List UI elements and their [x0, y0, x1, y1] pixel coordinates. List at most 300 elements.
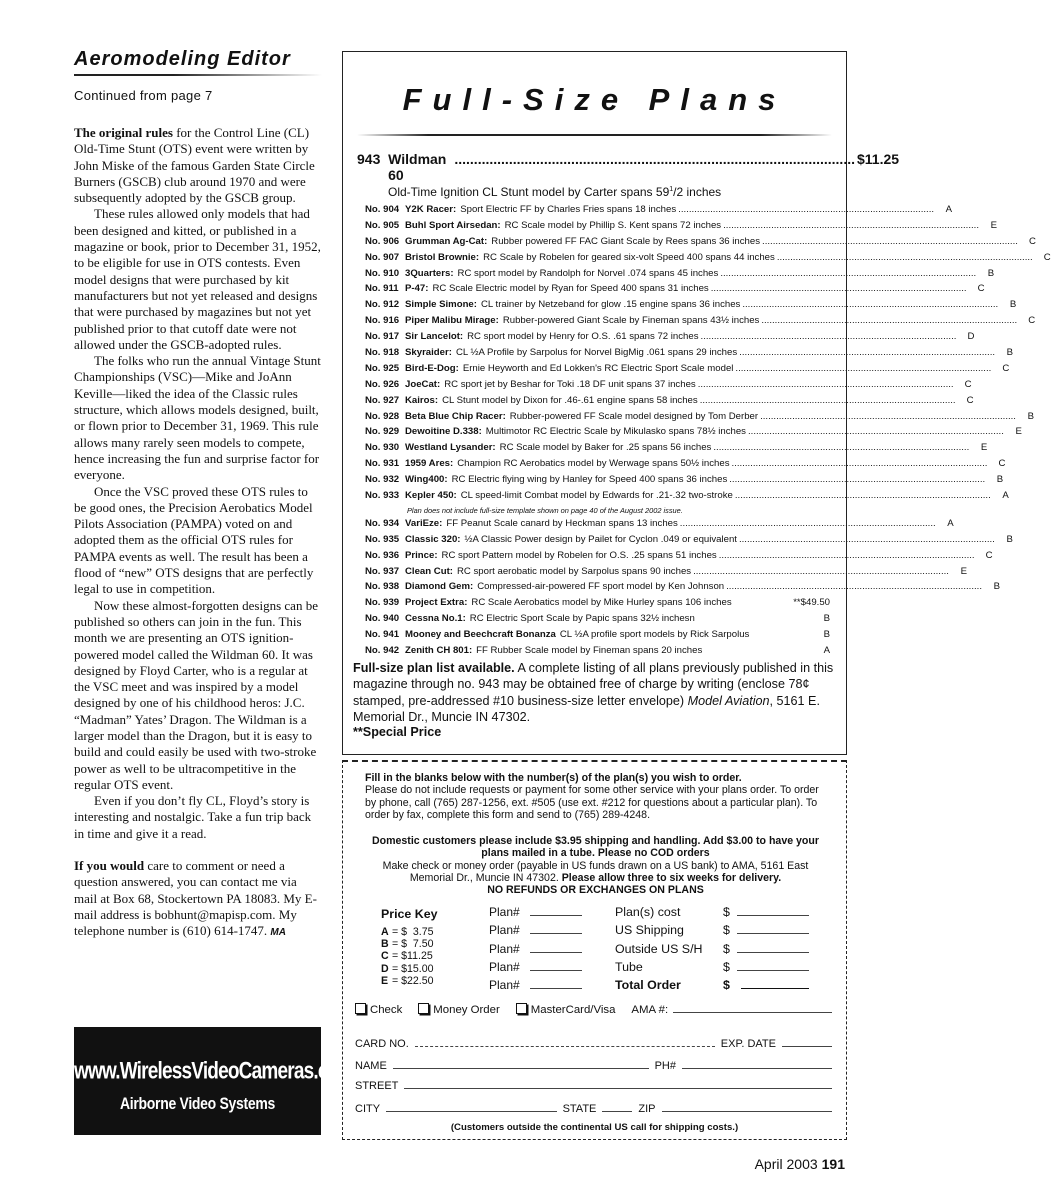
plan-name: Classic 320:	[405, 533, 461, 545]
title-rule	[357, 134, 832, 136]
price-code: E	[1015, 426, 1022, 438]
card-row	[355, 1038, 832, 1050]
price-key	[381, 907, 437, 987]
plan-row	[365, 283, 985, 299]
leader-dots: ................................................................................................	[734, 490, 991, 502]
plan-number-row	[489, 923, 582, 941]
plan-row	[365, 426, 1022, 442]
leader-dots: ................................................................................................	[738, 533, 995, 545]
plan-number: No. 917	[365, 331, 400, 343]
card-checkbox[interactable]	[516, 1003, 527, 1014]
plan-name: Buhl Sport Airsedan:	[405, 219, 501, 231]
phone-field[interactable]	[682, 1068, 832, 1069]
name-row	[355, 1060, 832, 1072]
card-label: MasterCard/Visa	[530, 1004, 616, 1016]
cost-label: Tube	[615, 959, 643, 974]
plan-description: CL ½A Profile by Sarpolus for Norvel BigMig .061 spans 29 inches	[455, 347, 738, 359]
plan-row	[365, 565, 967, 582]
cost-label: Plan(s) cost	[615, 905, 681, 919]
cost-field[interactable]	[737, 933, 809, 934]
fraction-numerator: 1	[669, 186, 674, 193]
contact-paragraph	[74, 858, 322, 941]
leader-dots: ................................................................................................	[747, 426, 1004, 438]
feature-desc-end: /2 inches	[673, 185, 722, 199]
plan-description: RC Scale model by Baker for .25 spans 56 inches	[499, 442, 712, 454]
plan-number-fields	[489, 905, 582, 996]
dollar-sign: $	[723, 923, 730, 938]
plan-name: Kairos:	[405, 394, 439, 406]
instructions-text: Please do not include requests or payment for some other service with your plans order. To order by phone, call (765) 287-1256, ext. #505 (use ext. #212 for questions about a particular plan). To order by fax, complete this form and send to (765) 289-4248.	[365, 784, 819, 821]
price-value: = $15.00	[392, 962, 434, 975]
price-value: = $11.25	[392, 950, 433, 963]
price-code: B	[996, 474, 1004, 486]
plan-number: No. 918	[365, 347, 400, 359]
price-code: B	[1006, 533, 1013, 545]
feature-desc-text: Old-Time Ignition CL Stunt model by Carter spans 59	[388, 185, 670, 199]
ama-number-field[interactable]	[673, 1012, 832, 1013]
cost-label: Outside US S/H	[615, 941, 703, 956]
plan-name: Kepler 450:	[405, 490, 457, 502]
magazine-name: Model Aviation	[687, 693, 770, 708]
plan-number: No. 935	[365, 533, 400, 545]
plan-description: Rubber-powered FF Scale model designed by Tom Derber	[509, 410, 759, 422]
plan-row	[365, 410, 1034, 427]
feature-description	[388, 185, 832, 199]
city-row	[355, 1103, 832, 1115]
plan-number-label: Plan#	[489, 959, 520, 974]
price-key-row	[381, 950, 437, 962]
price-code: B	[1009, 299, 1017, 311]
plan-description: RC Scale Aerobatics model by Mike Hurley spans 106 inches	[471, 597, 732, 609]
street-row	[355, 1080, 832, 1092]
leader-dots: ................................................................................................	[762, 235, 1018, 247]
plan-number: No. 907	[365, 251, 400, 263]
price-code: **$49.50	[793, 597, 830, 609]
plan-description: ½A Classic Power design by Pailet for Cyclon .049 or equivalent	[464, 533, 737, 545]
plan-description: CL Stunt model by Dixon for .46-.61 engine spans 58 inches	[442, 394, 698, 406]
state-label: STATE	[562, 1103, 597, 1115]
plan-description: RC Electric flying wing by Hanley for Speed 400 spans 36 inches	[451, 474, 728, 486]
leader-dots: ................................................................................................	[678, 204, 935, 215]
paragraph-text: for the Control Line (CL) Old-Time Stunt (OTS) event were written by John Miske of the famous Garden State Circle Burners (GSCB) club around 1970 and were subsequently adopted by the GSCB group.	[74, 125, 315, 206]
plan-name: Beta Blue Chip Racer:	[405, 410, 506, 422]
plan-name: Clean Cut:	[405, 565, 453, 577]
payment-text: Make check or money order (payable in US funds drawn on a US bank) to AMA, 5161 East Memorial Dr., Muncie IN 47302.	[382, 859, 809, 884]
plan-row	[365, 581, 1001, 597]
plan-row	[365, 378, 972, 395]
page-footer	[755, 1156, 845, 1172]
plan-name: Westland Lysander:	[405, 442, 496, 454]
price-code: B	[1006, 347, 1014, 359]
zip-field[interactable]	[662, 1111, 833, 1112]
plan-description: CL trainer by Netzeband for glow .15 engine spans 36 inches	[480, 299, 741, 311]
name-field[interactable]	[393, 1068, 649, 1069]
plan-number-field[interactable]	[530, 915, 582, 916]
street-field[interactable]	[404, 1088, 832, 1089]
plan-number-label: Plan#	[489, 905, 520, 919]
plan-number: No. 941	[365, 629, 400, 641]
price-code: B	[823, 613, 830, 625]
feature-price: $11.25	[857, 151, 900, 167]
plan-row	[365, 549, 993, 566]
name-label: NAME	[355, 1060, 387, 1072]
ad-url[interactable]: www.WirelessVideoCameras.com	[74, 1058, 355, 1085]
plan-description: RC Scale model by Phillip S. Kent spans 72 inches	[504, 219, 722, 231]
city-field[interactable]	[386, 1111, 557, 1112]
cost-row	[615, 960, 809, 978]
plan-number: No. 942	[365, 645, 400, 657]
price-value: = $22.50	[392, 974, 434, 987]
plan-number: No. 926	[365, 378, 400, 390]
plan-row	[365, 597, 830, 613]
plan-number: No. 925	[365, 362, 400, 374]
phone-label: PH#	[654, 1060, 676, 1072]
price-letter: A	[381, 926, 389, 938]
plan-number: No. 929	[365, 426, 400, 438]
plan-row	[365, 362, 1010, 379]
price-code: D	[967, 331, 975, 343]
plan-number: No. 911	[365, 283, 399, 295]
cost-row	[615, 978, 809, 996]
cost-label: Total Order	[615, 978, 681, 993]
availability-text: A complete listing of all plans previously published in this magazine through no. 943 may be obtained free of charge by writing (enclose 78¢ stamped, pre-addressed #10 business-size letter envelope)	[353, 661, 834, 708]
plan-name: 1959 Ares:	[405, 458, 454, 470]
paragraph	[74, 125, 322, 206]
price-code: C	[1028, 235, 1036, 247]
plan-name: Piper Malibu Mirage:	[405, 315, 499, 327]
price-letter: C	[381, 950, 389, 963]
plan-list	[365, 204, 1051, 661]
plan-row	[365, 474, 1004, 490]
money-order-label: Money Order	[433, 1004, 500, 1016]
plan-row	[365, 235, 1036, 252]
price-code: A	[823, 645, 830, 657]
plan-name: Bird-E-Dog:	[405, 362, 459, 374]
city-label: CITY	[355, 1103, 381, 1115]
cost-row	[615, 905, 809, 923]
money-order-option[interactable]	[418, 1002, 499, 1016]
price-code: B	[1027, 410, 1034, 422]
plan-row	[365, 204, 953, 220]
leader-dots: ................................................................................................	[720, 267, 977, 279]
editor-column	[74, 48, 322, 942]
price-code: C	[1028, 315, 1036, 327]
plan-description: Multimotor RC Electric Scale by Mikulasko spans 78½ inches	[485, 426, 746, 438]
price-key-row	[381, 926, 437, 938]
plan-row	[365, 219, 997, 236]
plan-name: Project Extra:	[405, 597, 468, 609]
plans-title: Full-Size Plans	[402, 82, 787, 117]
plan-number: No. 905	[365, 219, 400, 231]
continued-note: Continued from page 7	[74, 88, 213, 103]
plan-name: P-47:	[405, 283, 429, 295]
paragraph: The folks who run the annual Vintage Stunt Championships (VSC)—Mike and JoAnn Keville—liked the idea of the Classic rules structure, which allows models designed, built, or flown prior to December 31, 1969. This rule allows many rarely seen models to compete, hence increasing the fun and surprise factor for everyone.	[74, 353, 321, 483]
plan-number: No. 927	[365, 394, 400, 406]
plan-row	[365, 490, 1009, 506]
plan-name: Mooney and Beechcraft Bonanza	[405, 629, 556, 641]
delivery-note: Please allow three to six weeks for delivery.	[561, 871, 782, 884]
advertisement[interactable]	[74, 1027, 355, 1135]
price-code: B	[987, 267, 995, 279]
price-value: = $ 7.50	[392, 938, 434, 951]
plan-number: No. 937	[365, 565, 400, 577]
plan-number-label: Plan#	[489, 978, 520, 993]
plan-number-row	[489, 960, 582, 978]
plan-name: VariEze:	[405, 517, 443, 529]
price-code: A	[1002, 490, 1009, 502]
price-code: C	[1043, 251, 1051, 263]
plan-note: Plan does not include full-size template shown on page 40 of the August 2002 issue.	[407, 505, 683, 515]
plan-description: RC sport model by Randolph for Norvel .074 spans 45 inches	[457, 267, 719, 279]
plan-number: No. 931	[365, 458, 400, 470]
plan-number-label: Plan#	[489, 923, 520, 938]
plan-number: No. 906	[365, 235, 400, 247]
plan-description: CL speed-limit Combat model by Edwards for .21-.32 two-stroke	[460, 490, 733, 502]
lead-in: The original rules	[74, 125, 173, 140]
paragraph: Once the VSC proved these OTS rules to be good ones, the Precision Aerobatics Model Pilots Association (PAMPA) voted on and adopted them as the official OTS rules for PAMPA events as well. The result has been a flood of “new” OTS designs that are perfectly legal to use in competition.	[74, 483, 314, 597]
leader-dots: ................................................................................................	[699, 394, 956, 406]
plan-description: RC sport jet by Beshar for Toki .18 DF unit spans 37 inches	[444, 378, 696, 390]
plan-row	[365, 315, 1036, 331]
leader-dots: ................................................................................................	[739, 347, 996, 359]
card-number-label: CARD NO.	[355, 1038, 409, 1050]
plan-name: Bristol Brownie:	[405, 251, 480, 263]
plan-description: RC sport model by Henry for O.S. .61 spans 72 inches	[467, 331, 699, 343]
card-number-field[interactable]	[415, 1046, 715, 1047]
plan-list-availability	[353, 660, 836, 726]
issue-date: April 2003	[754, 1156, 818, 1172]
price-code: C	[977, 283, 985, 295]
plan-number: No. 904	[365, 204, 400, 215]
price-code: B	[993, 581, 1001, 593]
plan-description: RC Electric Sport Scale by Papic spans 32½ inchesn	[469, 613, 695, 625]
dollar-sign: $	[723, 978, 730, 993]
availability-lead: Full-size plan list available.	[353, 661, 515, 675]
leader-dots: ................................................................................................	[718, 549, 975, 561]
check-checkbox[interactable]	[355, 1003, 366, 1014]
plan-number: No. 940	[365, 613, 400, 625]
dollar-sign: $	[723, 941, 730, 956]
plan-number-row	[489, 978, 582, 996]
leader-dots: ................................................................................................	[710, 283, 967, 295]
ad-tagline: Airborne Video Systems	[120, 1093, 275, 1113]
plan-name: Dewoitine D.338:	[405, 426, 482, 438]
plan-name: JoeCat:	[405, 378, 441, 390]
paragraph: Now these almost-forgotten designs can be published so others can join in the fun. This month we are presenting an OTS ignition-powered model called the Wildman 60. It was designed by Floyd Carter, who is a regular at the VSC meet and was inspired by a model designed by one of his childhood heros: J.C. “Madman” Yates’ Dragon. The Wildman is a larger model than the Dragon, but it is easy to build and could easily be used with two-stroke power as well to be ultracompetitive in the regular OTS event.	[74, 597, 318, 792]
column-title: Aeromodeling Editor	[74, 48, 291, 70]
plan-number: No. 928	[365, 410, 400, 422]
plan-description: Sport Electric FF by Charles Fries spans 18 inches	[460, 204, 677, 215]
check-option[interactable]	[355, 1002, 402, 1016]
plan-name: Skyraider:	[405, 347, 452, 359]
plan-row	[365, 347, 1014, 363]
state-field[interactable]	[602, 1111, 632, 1112]
domestic-shipping-note	[365, 835, 826, 896]
plan-number: No. 932	[365, 474, 400, 486]
plan-description: Ernie Heyworth and Ed Lokken's RC Electric Sport Scale model	[462, 362, 734, 374]
plan-name: Zenith CH 801:	[405, 645, 473, 657]
plan-row	[365, 251, 1051, 268]
cost-row	[615, 923, 809, 941]
plan-description: RC Scale by Robelen for geared six-volt Speed 400 spans 44 inches	[483, 251, 775, 263]
price-letter: E	[381, 974, 389, 987]
price-letter: D	[381, 962, 389, 975]
leader-dots: ................................................................................................	[742, 299, 999, 311]
leader-dots: ................................................................................................	[693, 565, 949, 577]
plan-name: Prince:	[405, 549, 438, 561]
plan-name: Simple Simone:	[405, 299, 477, 311]
check-label: Check	[370, 1004, 403, 1016]
form-instructions	[365, 772, 826, 821]
price-code: E	[960, 565, 967, 577]
feature-name: Wildman 60	[388, 151, 447, 183]
exp-date-label: EXP. DATE	[720, 1038, 776, 1050]
address-text: , 5161 E. Memorial Dr., Muncie IN 47302.	[353, 693, 820, 725]
plan-name: Cessna No.1:	[405, 613, 466, 625]
plan-row	[365, 613, 830, 629]
price-code: B	[823, 629, 830, 641]
cost-field[interactable]	[737, 915, 809, 916]
price-code: C	[998, 458, 1006, 470]
special-price-note: **Special Price	[353, 725, 442, 739]
plan-number: No. 938	[365, 581, 400, 593]
plan-row	[365, 458, 1006, 474]
zip-label: ZIP	[638, 1103, 656, 1115]
price-code: C	[985, 549, 993, 561]
price-code: C	[964, 378, 972, 390]
plan-row	[365, 267, 995, 284]
plan-description: Rubber powered FF FAC Giant Scale by Rees spans 36 inches	[491, 235, 761, 247]
price-code: C	[966, 394, 974, 406]
plan-name: 3Quarters:	[405, 267, 454, 279]
plan-description: CL ½A profile sport models by Rick Sarpolus	[559, 629, 750, 641]
price-key-row	[381, 975, 437, 987]
dollar-sign: $	[723, 959, 730, 974]
plan-description: RC sport Pattern model by Robelen for O.S. .25 spans 51 inches	[441, 549, 717, 561]
plan-number-field[interactable]	[530, 988, 582, 989]
plan-number-field[interactable]	[530, 933, 582, 934]
leader-dots: ................................................................................................	[726, 581, 983, 593]
page-number: 191	[821, 1156, 845, 1172]
price-letter: B	[381, 938, 389, 951]
plan-description: Champion RC Aerobatics model by Werwage spans 50½ inches	[457, 458, 730, 470]
plan-number: No. 930	[365, 442, 400, 454]
paragraph: These rules allowed only models that had been designed and kitted, or published in a magazine or book, prior to December 31, 1952, to be eligible for use in OTS contests. Even model designs that were purchased by kit manufacturers but not yet released and designs that were purchased by magazines but not yet published prior to that cutoff date were not allowed under the GSCB-adopted rules.	[74, 206, 321, 352]
card-option[interactable]	[516, 1002, 616, 1016]
plan-number: No. 910	[365, 267, 400, 279]
paragraph: Even if you don’t fly CL, Floyd’s story is interesting and nostalgic. Take a fun trip back in time and give it a read.	[74, 793, 312, 841]
plan-name: Wing400:	[405, 474, 448, 486]
price-key-title: Price Key	[381, 907, 438, 921]
no-refunds-note: NO REFUNDS OR EXCHANGES ON PLANS	[487, 884, 704, 897]
leader-dots: ................................................................................................	[713, 442, 970, 454]
price-key-row	[381, 963, 437, 975]
paragraph-text: care to comment or need a question answered, you can contact me via mail at Box 68, Stockertown PA 18083. My E-mail address is bobhunt@mapisp.com. My telephone number is (610) 614-1747.	[74, 858, 317, 939]
leader-dots: ................................................................................................	[731, 458, 988, 470]
cost-field[interactable]	[737, 970, 809, 971]
plan-number: No. 916	[365, 315, 400, 327]
leader-dots: ................................................................................................	[679, 517, 936, 529]
payment-options	[355, 1002, 832, 1016]
exp-date-field[interactable]	[782, 1046, 832, 1047]
full-size-plans-box	[342, 51, 1051, 755]
street-label: STREET	[355, 1080, 399, 1092]
plan-number: No. 934	[365, 517, 400, 529]
ama-label: AMA #:	[631, 1004, 669, 1016]
plan-number-row	[489, 905, 582, 923]
plan-description: FF Peanut Scale canard by Heckman spans 13 inches	[446, 517, 678, 529]
leader-dots: ................................................................................................	[723, 219, 979, 231]
leader-dots: ................................................................................................	[735, 362, 992, 374]
plan-row	[365, 442, 988, 458]
plan-number-field[interactable]	[530, 970, 582, 971]
cost-label: US Shipping	[615, 923, 684, 938]
plan-description: RC Scale Electric model by Ryan for Speed 400 spans 31 inches	[432, 283, 709, 295]
plan-number-field[interactable]	[530, 952, 582, 953]
plan-description: FF Rubber Scale model by Fineman spans 20 inches	[476, 645, 703, 657]
plan-number: No. 912	[365, 299, 400, 311]
price-code: A	[945, 204, 953, 215]
leader-dots: ................................................................................................	[760, 410, 1016, 422]
plan-row	[365, 533, 1013, 550]
plan-row	[365, 517, 954, 534]
cost-field[interactable]	[737, 952, 809, 953]
plan-name: Grumman Ag-Cat:	[405, 235, 488, 247]
plan-number: No. 939	[365, 597, 400, 609]
featured-plan	[357, 151, 900, 199]
dollar-sign: $	[723, 905, 730, 919]
leader-dots: ................................................................................................	[697, 378, 954, 390]
feature-number: 943	[357, 151, 381, 167]
leader-dots: ................................................................................................	[761, 315, 1018, 327]
leader-dots: ................................................................................................	[776, 251, 1033, 263]
plan-name: Y2K Racer:	[405, 204, 457, 215]
leader-dots: ................................................................................................	[700, 331, 957, 343]
instructions-lead: Fill in the blanks below with the number(s) of the plan(s) you wish to order.	[365, 772, 742, 784]
cost-field[interactable]	[741, 988, 809, 989]
cost-summary	[615, 905, 809, 996]
plan-row	[365, 629, 830, 645]
order-form	[342, 760, 847, 1140]
plan-row	[365, 645, 830, 661]
plan-number: No. 933	[365, 490, 400, 502]
cost-row	[615, 942, 809, 960]
price-key-row	[381, 938, 437, 950]
ma-sign-off: MA	[270, 927, 286, 939]
price-code: E	[980, 442, 988, 454]
shipping-lead: Domestic customers please include $3.95 shipping and handling. Add $3.00 to have your plans mailed in a tube. Please no COD orders	[371, 835, 820, 860]
money-order-checkbox[interactable]	[418, 1003, 429, 1014]
plan-number-label: Plan#	[489, 941, 520, 956]
leader-dots: ................................................................................................	[729, 474, 986, 486]
plan-description: RC sport aerobatic model by Sarpolus spans 90 inches	[456, 565, 692, 577]
price-code: A	[947, 517, 954, 529]
plan-row	[365, 331, 975, 347]
plan-row	[365, 394, 974, 411]
plan-description: Rubber-powered Giant Scale by Fineman spans 43½ inches	[502, 315, 760, 327]
plan-row	[365, 299, 1017, 315]
plan-number-row	[489, 942, 582, 960]
price-code: E	[990, 219, 997, 231]
price-value: = $ 3.75	[392, 926, 434, 938]
title-rule	[74, 74, 322, 76]
plan-name: Sir Lancelot:	[405, 331, 464, 343]
article-body	[74, 125, 322, 942]
plan-name: Diamond Gem:	[405, 581, 474, 593]
leader-dots: .......................................................................................................	[454, 151, 855, 167]
plan-description: Compressed-air-powered FF sport model by Ken Johnson	[477, 581, 725, 593]
lead-in: If you would	[74, 858, 145, 874]
